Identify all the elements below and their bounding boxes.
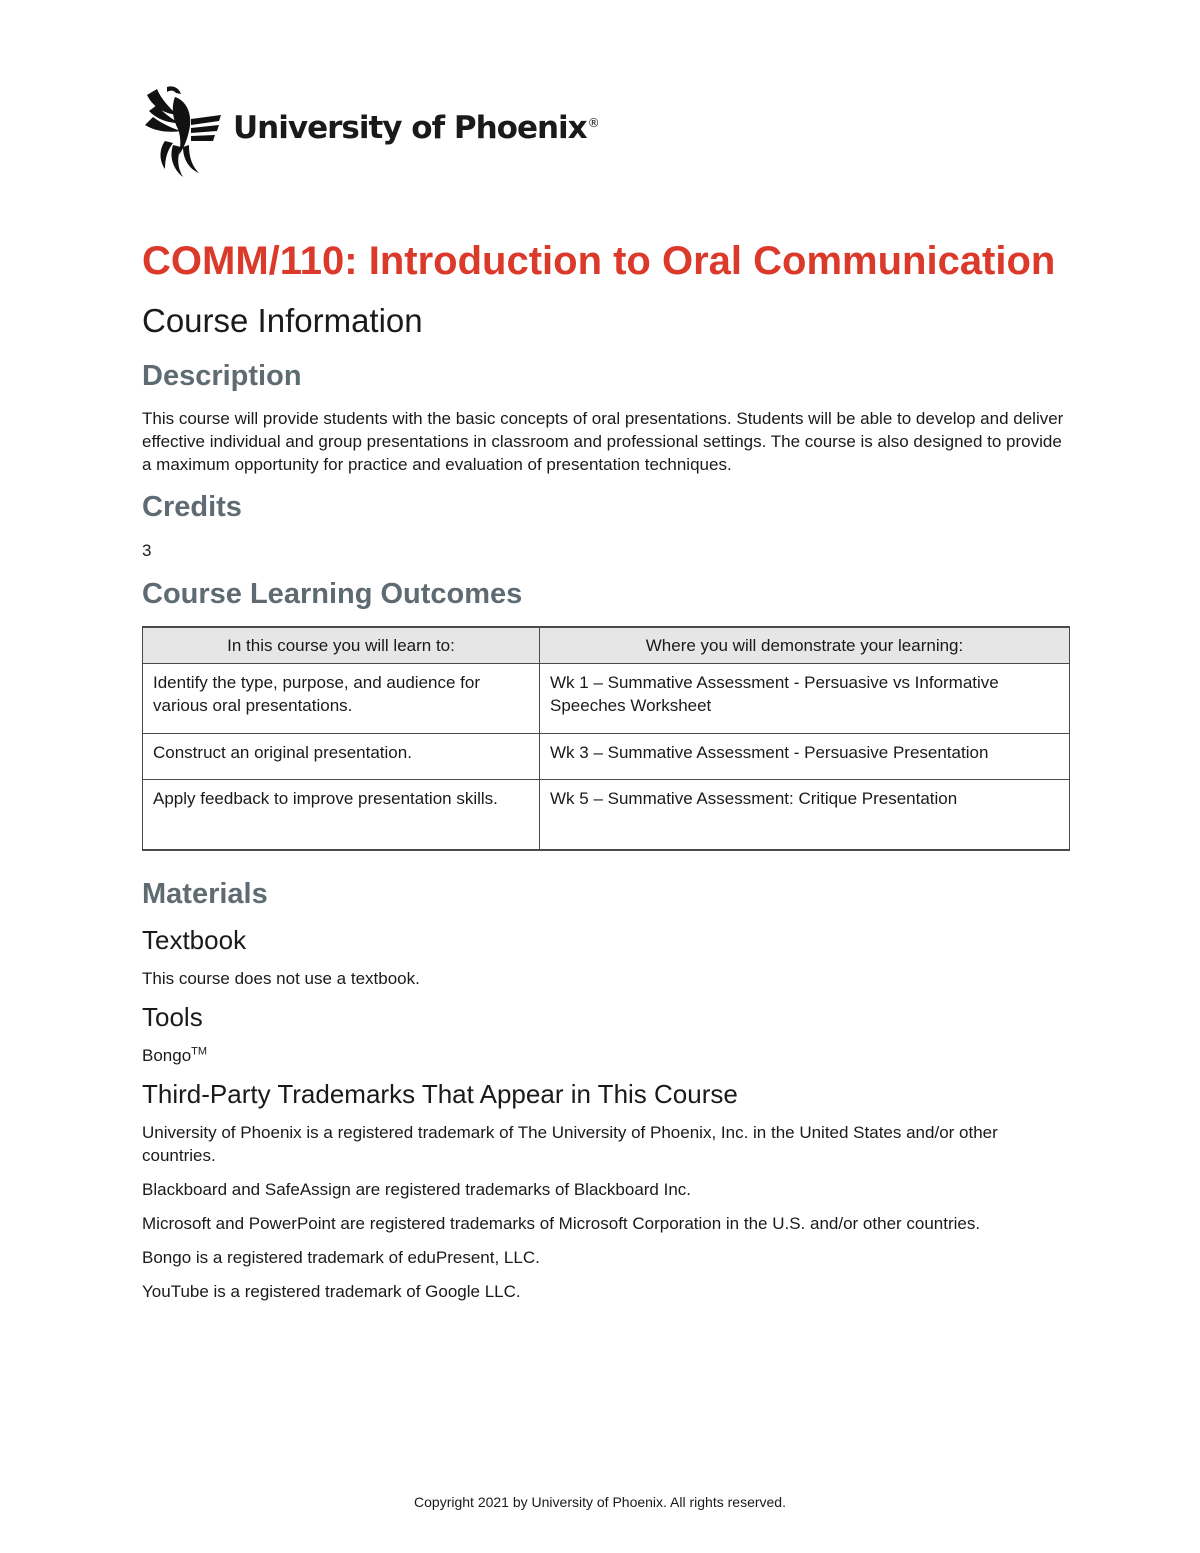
copyright-footer: Copyright 2021 by University of Phoenix. All rights reserved. bbox=[414, 1494, 786, 1510]
materials-heading: Materials bbox=[142, 877, 268, 910]
trademark-item: Bongo is a registered trademark of eduPresent, LLC. bbox=[142, 1247, 540, 1267]
description-text: This course will provide students with the basic concepts of oral presentations. Students will be able to develop and deliver effective individual and group presentations in classroom and professional settings. The course is also designed to provide a maximum opportunity for practice and evaluation of presentation techniques. bbox=[142, 409, 1064, 474]
credits-value: 3 bbox=[142, 541, 152, 560]
course-title: COMM/110: Introduction to Oral Communication bbox=[142, 239, 1056, 283]
trademark-item: YouTube is a registered trademark of Google LLC. bbox=[142, 1281, 521, 1301]
credits-heading: Credits bbox=[142, 491, 242, 523]
table-row bbox=[143, 664, 1070, 734]
tools-item: Bongo™ bbox=[142, 1044, 208, 1065]
description-heading: Description bbox=[142, 360, 302, 392]
trademark-item: University of Phoenix is a registered trademark of The University of Phoenix, Inc. in the United States and/or other countries. bbox=[142, 1122, 998, 1165]
outcome-cell: Identify the type, purpose, and audience for various oral presentations. bbox=[143, 664, 540, 734]
learning-outcomes-heading: Course Learning Outcomes bbox=[142, 578, 523, 610]
learning-outcomes-table bbox=[142, 626, 1070, 851]
column-header-learn: In this course you will learn to: bbox=[143, 627, 540, 664]
trademark-item: Microsoft and PowerPoint are registered trademarks of Microsoft Corporation in the U.S. and/or other countries. bbox=[142, 1213, 981, 1233]
column-header-demonstrate: Where you will demonstrate your learning: bbox=[540, 627, 1070, 664]
outcome-cell: Construct an original presentation. bbox=[143, 734, 540, 780]
assessment-cell: Wk 5 – Summative Assessment: Critique Presentation bbox=[540, 780, 1070, 850]
main-content bbox=[142, 236, 1070, 1303]
phoenix-bird-icon bbox=[143, 85, 223, 179]
table-row bbox=[143, 734, 1070, 780]
table-header-row bbox=[143, 627, 1070, 664]
trademark-item: Blackboard and SafeAssign are registered trademarks of Blackboard Inc. bbox=[142, 1179, 692, 1199]
table-row bbox=[143, 780, 1070, 850]
university-logo-wordmark: University of Phoenix® bbox=[233, 110, 599, 146]
assessment-cell: Wk 1 – Summative Assessment - Persuasive vs Informative Speeches Worksheet bbox=[540, 664, 1070, 734]
tools-heading: Tools bbox=[142, 1001, 203, 1032]
textbook-heading: Textbook bbox=[142, 924, 247, 955]
textbook-text: This course does not use a textbook. bbox=[142, 968, 420, 988]
course-information-heading: Course Information bbox=[142, 302, 423, 339]
trademarks-heading: Third-Party Trademarks That Appear in This Course bbox=[142, 1078, 738, 1109]
university-logo bbox=[143, 84, 599, 180]
outcome-cell: Apply feedback to improve presentation skills. bbox=[143, 780, 540, 850]
assessment-cell: Wk 3 – Summative Assessment - Persuasive Presentation bbox=[540, 734, 1070, 780]
